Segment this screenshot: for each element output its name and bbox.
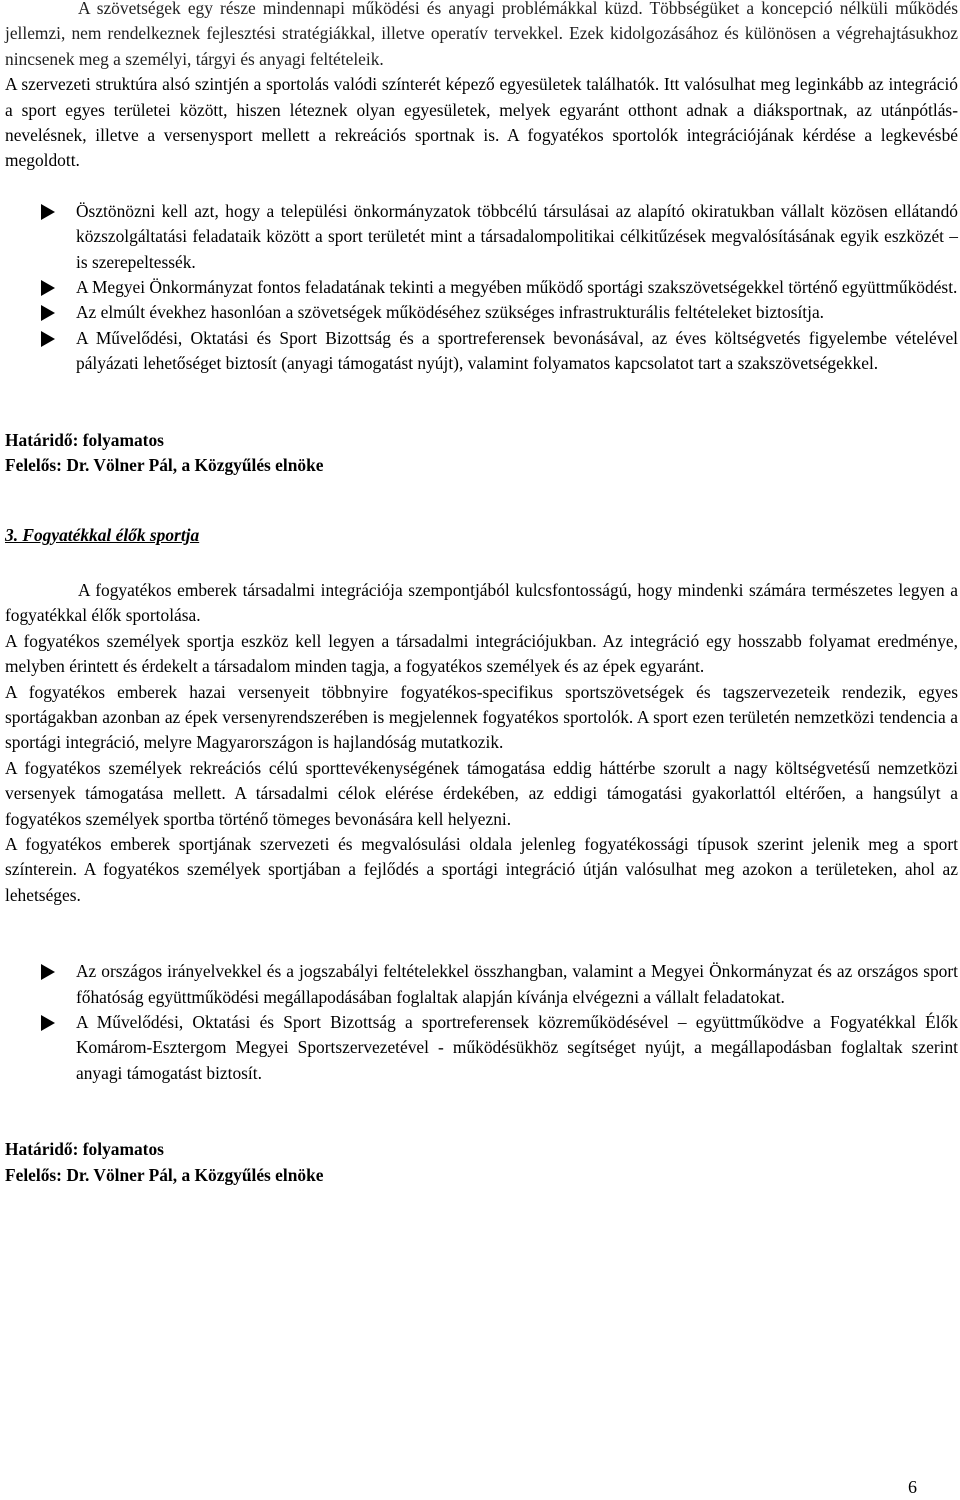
paragraph: A fogyatékos emberek társadalmi integrációja szempontjából kulcsfontosságú, hogy mindenki számára természetes legyen a fogyatékkal élők sportolása. — [5, 579, 958, 626]
top-section — [5, 0, 958, 1188]
arrow-bullet-icon — [41, 204, 55, 220]
paragraph: A fogyatékos emberek hazai versenyeit többnyire fogyatékos-specifikus sportszövetségek és tagszervezeteik rendezik, egyes sportágakban azonban az épek versenyrendszerében is megjelennek fogyatékos sportolók. A sport ezen területén nemzetközi tendencia a sportági integráció, melyre Magyarországon is hajlandóság mutatkozik. — [5, 681, 958, 753]
arrow-bullet-icon — [41, 305, 55, 321]
list-item: Az országos irányelvekkel és a jogszabályi feltételekkel összhangban, valamint a Megyei Önkormányzat és az országos sport főhatóság együttműködési megállapodásában foglaltak alapján kívánja elvégezni a vállalt feladatokat. — [5, 959, 958, 1010]
deadline-line: Határidő: folyamatos — [5, 429, 164, 450]
arrow-bullet-icon — [41, 280, 55, 296]
deadline-line: Határidő: folyamatos — [5, 1139, 164, 1160]
paragraph: A fogyatékos személyek sportja eszköz kell legyen a társadalmi integrációjukban. Az integráció egy hosszabb folyamat eredménye, melyben érintett és érdekelt a társadalom minden tagja, a fogyatékos személyek és az épek egyaránt. — [5, 630, 958, 677]
list-item: Az elmúlt évekhez hasonlóan a szövetségek működéséhez szükséges infrastrukturális feltételeket biztosítja. — [5, 300, 958, 325]
list-item: Ösztönözni kell azt, hogy a települési önkormányzatok többcélú társulásai az alapító okiratukban vállalt közösen ellátandó közszolgáltatási feladataik között a sport területét mint a társadalompolitikai célkitűzések megvalósításának egyik eszközét – is szerepeltessék. — [5, 199, 958, 275]
arrow-bullet-icon — [41, 964, 55, 980]
bullet-list — [5, 199, 958, 377]
list-item: A Művelődési, Oktatási és Sport Bizottság a sportreferensek közreműködésével – együttműködve a Fogyatékkal Élők Komárom-Esztergom Megyei Sportszervezetével - működésükhöz segítséget nyújt, a megállapodásban foglaltak szerint anyagi támogatást biztosít. — [5, 1010, 958, 1086]
list-item: A Művelődési, Oktatási és Sport Bizottság és a sportreferensek bevonásával, az éves költségvetés figyelembe vételével pályázati lehetőséget biztosít (anyagi támogatást nyújt), valamint folyamatos kapcsolatot tart a szakszövetségekkel. — [5, 326, 958, 377]
section-heading: 3. Fogyatékkal élők sportja — [5, 524, 200, 545]
responsible-line: Felelős: Dr. Völner Pál, a Közgyűlés elnöke — [5, 1164, 324, 1185]
paragraph: A szervezeti struktúra alsó szintjén a sportolás valódi színterét képező egyesületek találhatók. Itt valósulhat meg leginkább az integráció a sport egyes területei között, hiszen léteznek olyan egyesületek, melyek egyaránt otthont adnak a diáksportnak, az utánpótlás-nevelésnek, illetve a versenysport mellett a rekreációs sportnak is. A fogyatékos sportolók integrációjának kérdése a legkevésbé megoldott. — [5, 74, 958, 171]
page-number: 6 — [908, 1477, 917, 1497]
arrow-bullet-icon — [41, 331, 55, 347]
paragraph: A szövetségek egy része mindennapi működési és anyagi problémákkal küzd. Többségüket a koncepció nélküli működés jellemzi, nem rendelkeznek fejlesztési stratégiákkal, illetve operatív tervekkel. Ezek kidolgozásához és különösen a végrehajtásukhoz nincsenek meg a személyi, tárgyi és anyagi feltételeik. — [5, 0, 958, 69]
arrow-bullet-icon — [41, 1015, 55, 1031]
list-item: A Megyei Önkormányzat fontos feladatának tekinti a megyében működő sportági szakszövetségekkel történő együttműködést. — [5, 275, 958, 300]
paragraph: A fogyatékos személyek rekreációs célú sporttevékenységének támogatása eddig háttérbe szorult a nagy költségvetésű nemzetközi versenyek támogatása mellett. A társadalmi célok elérése érdekében, az eddigi támogatási gyakorlattól eltérően, a hangsúlyt a fogyatékos személyek sportba történő tömeges bevonására kell helyezni. — [5, 757, 958, 829]
bullet-list — [5, 959, 958, 1086]
paragraph: A fogyatékos emberek sportjának szervezeti és megvalósulási oldala jelenleg fogyatékossági típusok szerint jelenik meg a sport színterein. A fogyatékos személyek sportjában a fejlődés a sportági integráció útján valósulhat meg azokon a területeken, ahol az lehetséges. — [5, 833, 958, 905]
section3-body — [5, 578, 958, 908]
responsible-line: Felelős: Dr. Völner Pál, a Közgyűlés elnöke — [5, 455, 324, 476]
